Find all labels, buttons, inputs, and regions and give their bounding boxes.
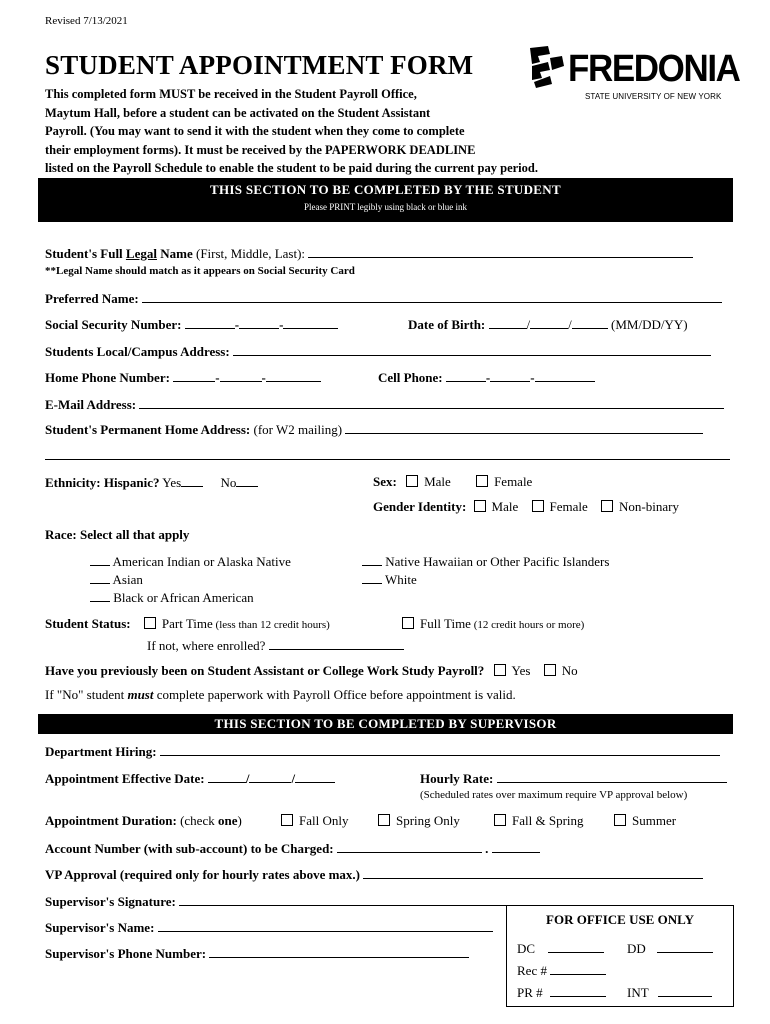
- dob-row: Date of Birth: / / (MM/DD/YY): [408, 317, 688, 332]
- race-option: [362, 571, 417, 588]
- fredonia-logo-icon: [528, 46, 566, 88]
- gender-nonbinary-label: Non-binary: [619, 499, 679, 514]
- local-address-label: Students Local/Campus Address:: [45, 344, 233, 359]
- permanent-address-field[interactable]: [345, 421, 703, 434]
- ssn-field-2[interactable]: [239, 316, 279, 329]
- part-time-checkbox[interactable]: [144, 617, 156, 629]
- sex-row: [373, 474, 532, 490]
- race-checkbox-field[interactable]: [90, 589, 110, 602]
- gender-female-label: Female: [549, 499, 588, 514]
- sex-female-label: Female: [494, 474, 533, 489]
- dob-month-field[interactable]: [489, 316, 527, 329]
- int-row: INT: [627, 984, 712, 1001]
- spring-only-option: [378, 813, 460, 829]
- hourly-rate-label: Hourly Rate:: [420, 771, 497, 786]
- cell-phone-row: Cell Phone: - -: [378, 369, 595, 386]
- account-label: Account Number (with sub-account) to be Charged:: [45, 841, 337, 856]
- rec-row: Rec #: [517, 962, 606, 979]
- enrolled-elsewhere-label: If not, where enrolled?: [147, 638, 269, 653]
- race-option: [90, 571, 143, 588]
- race-option-label: Black or African American: [113, 590, 254, 605]
- gender-female-checkbox[interactable]: [532, 500, 544, 512]
- fall-only-checkbox[interactable]: [281, 814, 293, 826]
- full-time-checkbox[interactable]: [402, 617, 414, 629]
- vp-approval-row: [45, 866, 703, 883]
- account-row: Account Number (with sub-account) to be Charged: .: [45, 840, 540, 857]
- race-option: [90, 589, 254, 606]
- summer-label: Summer: [632, 813, 677, 828]
- supervisor-name-row: [45, 919, 493, 936]
- office-use-box: [506, 905, 734, 1007]
- gender-male-checkbox[interactable]: [474, 500, 486, 512]
- race-checkbox-field[interactable]: [362, 553, 382, 566]
- race-label: Race: Select all that apply: [45, 527, 190, 542]
- supervisor-phone-label: Supervisor's Phone Number:: [45, 946, 210, 961]
- ethnicity-label: Ethnicity: Hispanic?: [45, 475, 160, 490]
- hourly-rate-row: [420, 770, 727, 787]
- full-name-hint: (First, Middle, Last):: [192, 246, 309, 261]
- cell-phone-label: Cell Phone:: [378, 370, 446, 385]
- email-row: [45, 396, 724, 413]
- spring-only-label: Spring Only: [396, 813, 460, 828]
- legal-name-note: **Legal Name should match as it appears on Social Security Card: [45, 265, 355, 277]
- enrolled-elsewhere-field[interactable]: [269, 637, 404, 650]
- supervisor-name-label: Supervisor's Name:: [45, 920, 158, 935]
- dd-field[interactable]: [657, 940, 713, 953]
- home-phone-field-3[interactable]: [266, 369, 321, 382]
- ssn-row: Social Security Number: - -: [45, 316, 338, 333]
- office-use-title: FOR OFFICE USE ONLY: [546, 912, 694, 927]
- gender-identity-label: Gender Identity:: [373, 499, 467, 514]
- race-checkbox-field[interactable]: [90, 571, 110, 584]
- dob-format: (MM/DD/YY): [607, 317, 688, 332]
- home-phone-label: Home Phone Number:: [45, 370, 174, 385]
- preferred-name-field[interactable]: [142, 290, 722, 303]
- cell-phone-field-1[interactable]: [446, 369, 486, 382]
- dc-row: DC: [517, 940, 604, 957]
- full-name-label: Student's Full Legal Name: [45, 246, 193, 261]
- ssn-field-1[interactable]: [185, 316, 235, 329]
- department-row: [45, 743, 720, 760]
- ssn-field-3[interactable]: [283, 316, 338, 329]
- summer-option: [614, 813, 676, 829]
- spring-only-checkbox[interactable]: [378, 814, 390, 826]
- dc-field[interactable]: [548, 940, 604, 953]
- previous-payroll-yes-label: Yes: [511, 663, 531, 678]
- vp-approval-field[interactable]: [363, 866, 703, 879]
- email-label: E-Mail Address:: [45, 397, 140, 412]
- student-status-label: Student Status:: [45, 616, 131, 631]
- email-field[interactable]: [139, 396, 724, 409]
- student-status-row: [45, 616, 330, 632]
- dob-day-field[interactable]: [530, 316, 568, 329]
- gender-nonbinary-checkbox[interactable]: [601, 500, 613, 512]
- rec-field[interactable]: [550, 962, 606, 975]
- instruction-line: their employment forms). It must be received by the PAPERWORK DEADLINE: [45, 142, 476, 157]
- effective-date-year-field[interactable]: [295, 770, 335, 783]
- if-no-note: If "No" student must complete paperwork with Payroll Office before appointment is valid.: [45, 687, 516, 702]
- permanent-address-row-2: [45, 447, 730, 464]
- race-option-label: White: [385, 572, 417, 587]
- local-address-row: [45, 343, 711, 360]
- dd-row: DD: [627, 940, 713, 957]
- sex-female-checkbox[interactable]: [476, 475, 488, 487]
- sex-male-label: Male: [424, 474, 451, 489]
- ssn-label: Social Security Number:: [45, 317, 185, 332]
- full-time-label: Full Time: [420, 616, 471, 631]
- part-time-hint: (less than 12 credit hours): [212, 619, 330, 631]
- fall-spring-option: [494, 813, 584, 829]
- sub-account-field[interactable]: [492, 840, 540, 853]
- fall-only-label: Fall Only: [299, 813, 349, 828]
- permanent-address-row: [45, 421, 703, 438]
- previous-payroll-yes-checkbox[interactable]: [494, 664, 506, 676]
- vp-approval-label: VP Approval (required only for hourly rates above max.): [45, 867, 364, 882]
- cell-phone-field-2[interactable]: [490, 369, 530, 382]
- race-option-label: Asian: [112, 572, 143, 587]
- instruction-line: Maytum Hall, before a student can be activated on the Student Assistant: [45, 105, 431, 120]
- race-option: [362, 553, 609, 570]
- preferred-name-row: [45, 290, 722, 307]
- ethnicity-no-label: No: [220, 475, 237, 490]
- instruction-line: This completed form MUST be received in the Student Payroll Office,: [45, 87, 417, 101]
- summer-checkbox[interactable]: [614, 814, 626, 826]
- gender-male-label: Male: [491, 499, 519, 514]
- must-emphasis: must: [127, 687, 154, 702]
- ethnicity-yes-label: Yes: [159, 475, 182, 490]
- instruction-line: listed on the Payroll Schedule to enable the student to be paid during the current pay period.: [45, 161, 538, 175]
- logo-wordmark: FREDONIA: [568, 48, 740, 90]
- race-option: [90, 553, 291, 570]
- race-checkbox-field[interactable]: [362, 571, 382, 584]
- supervisor-section-header: THIS SECTION TO BE COMPLETED BY SUPERVISOR: [38, 714, 733, 734]
- ethnicity-row: [45, 474, 258, 491]
- supervisor-name-field[interactable]: [158, 919, 493, 932]
- instruction-line: Payroll. (You may want to send it with the student when they come to complete: [45, 124, 465, 138]
- home-phone-row: Home Phone Number: - -: [45, 369, 321, 386]
- effective-date-row: Appointment Effective Date: / /: [45, 770, 335, 787]
- part-time-label: Part Time: [161, 616, 213, 631]
- account-number-field[interactable]: [337, 840, 482, 853]
- form-title: STUDENT APPOINTMENT FORM: [45, 50, 474, 80]
- form-instructions: [45, 85, 625, 178]
- home-phone-field-2[interactable]: [220, 369, 262, 382]
- duration-label: Appointment Duration:: [45, 813, 177, 828]
- race-option-label: Native Hawaiian or Other Pacific Islanders: [385, 554, 610, 569]
- gender-identity-row: [373, 499, 679, 515]
- effective-date-month-field[interactable]: [208, 770, 246, 783]
- permanent-address-label: Student's Permanent Home Address:: [45, 422, 251, 437]
- ethnicity-no-field[interactable]: [236, 474, 258, 487]
- fall-only-option: [281, 813, 348, 829]
- pr-field[interactable]: [550, 984, 606, 997]
- effective-date-label: Appointment Effective Date:: [45, 771, 208, 786]
- duration-hint: (check one): [176, 813, 242, 828]
- enrolled-elsewhere-row: [147, 637, 404, 654]
- full-name-row: [45, 245, 693, 262]
- fall-spring-checkbox[interactable]: [494, 814, 506, 826]
- student-section-subtitle: Please PRINT legibly using black or blue ink: [303, 202, 468, 212]
- dob-label: Date of Birth:: [408, 317, 489, 332]
- department-field[interactable]: [160, 743, 720, 756]
- dob-year-field[interactable]: [572, 316, 608, 329]
- sex-label: Sex:: [373, 474, 397, 489]
- supervisor-phone-row: [45, 945, 469, 962]
- int-field[interactable]: [658, 984, 712, 997]
- previous-payroll-label: Have you previously been on Student Assistant or College Work Study Payroll?: [45, 663, 485, 678]
- full-time-hint: (12 credit hours or more): [470, 619, 585, 631]
- permanent-address-field-2[interactable]: [45, 447, 730, 460]
- signature-label: Supervisor's Signature:: [45, 894, 180, 909]
- department-label: Department Hiring:: [45, 744, 160, 759]
- logo-subtitle: STATE UNIVERSITY OF NEW YORK: [585, 92, 722, 101]
- previous-payroll-row: [45, 663, 578, 679]
- home-phone-field-1[interactable]: [173, 369, 215, 382]
- local-address-field[interactable]: [233, 343, 711, 356]
- previous-payroll-no-checkbox[interactable]: [544, 664, 556, 676]
- race-option-label: American Indian or Alaska Native: [112, 554, 291, 569]
- effective-date-day-field[interactable]: [249, 770, 291, 783]
- hourly-rate-field[interactable]: [497, 770, 727, 783]
- previous-payroll-no-label: No: [561, 663, 578, 678]
- full-name-field[interactable]: [308, 245, 693, 258]
- student-section-header: [38, 178, 733, 222]
- student-section-title: THIS SECTION TO BE COMPLETED BY THE STUDENT: [210, 182, 561, 197]
- preferred-name-label: Preferred Name:: [45, 291, 142, 306]
- permanent-address-hint: (for W2 mailing): [250, 422, 346, 437]
- race-checkbox-field[interactable]: [90, 553, 110, 566]
- rate-note: (Scheduled rates over maximum require VP approval below): [420, 789, 688, 801]
- sex-male-checkbox[interactable]: [406, 475, 418, 487]
- pr-row: PR #: [517, 984, 606, 1001]
- ethnicity-yes-field[interactable]: [181, 474, 203, 487]
- cell-phone-field-3[interactable]: [535, 369, 595, 382]
- duration-row: [45, 813, 242, 829]
- supervisor-phone-field[interactable]: [209, 945, 469, 958]
- fall-spring-label: Fall & Spring: [512, 813, 584, 828]
- full-time-row: [402, 616, 584, 632]
- revision-date: Revised 7/13/2021: [45, 15, 128, 27]
